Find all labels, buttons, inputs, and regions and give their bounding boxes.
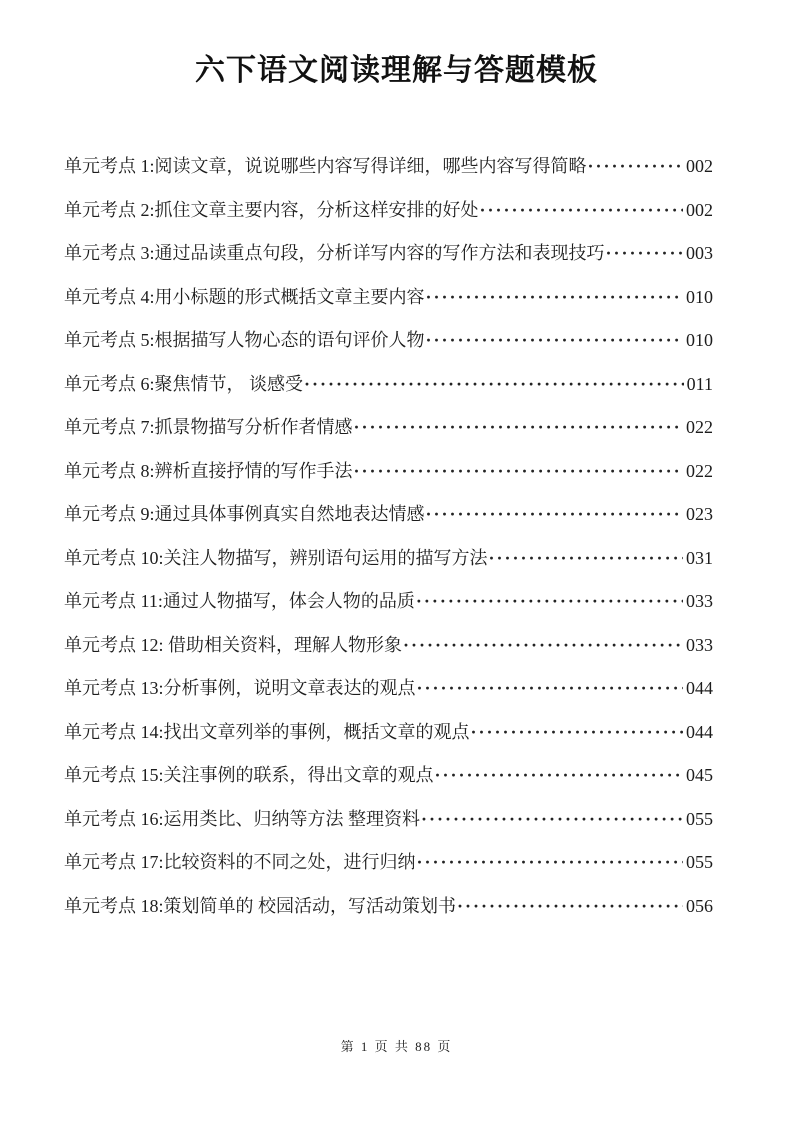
toc-leader-dots — [354, 418, 684, 437]
toc-entry — [64, 549, 713, 568]
toc-entry — [64, 810, 713, 829]
toc-leader-dots — [471, 723, 684, 742]
toc-page-number: 022 — [686, 460, 713, 481]
toc-entry — [64, 505, 713, 524]
toc-entry — [64, 897, 713, 916]
toc-leader-dots — [588, 157, 684, 176]
toc-page-number: 033 — [686, 591, 713, 611]
toc-entry-label: 单元考点 6:聚焦情节， 谈感受 — [64, 373, 303, 394]
toc-leader-dots — [489, 549, 684, 568]
toc-leader-dots — [606, 244, 684, 263]
toc-entry — [64, 766, 713, 785]
toc-page-number: 045 — [686, 765, 713, 785]
toc-leader-dots — [416, 592, 683, 611]
toc-entry-label: 单元考点 9:通过具体事例真实自然地表达情感 — [64, 504, 425, 524]
toc-page-number: 056 — [686, 895, 713, 916]
toc-leader-dots — [426, 505, 684, 524]
toc-leader-dots — [417, 679, 684, 698]
toc-entry-label: 单元考点 10:关注人物描写，辨别语句运用的描写方法 — [64, 547, 488, 568]
toc-entry — [64, 244, 713, 263]
toc-entry-label: 单元考点 15:关注事例的联系，得出文章的观点 — [64, 765, 434, 785]
toc-entry — [64, 331, 713, 350]
toc-page-number: 031 — [686, 547, 713, 568]
toc-entry-label: 单元考点 12: 借助相关资料，理解人物形象 — [64, 634, 402, 655]
toc-entry — [64, 679, 713, 698]
toc-page-number: 023 — [686, 504, 713, 524]
toc-entry-label: 单元考点 5:根据描写人物心态的语句评价人物 — [64, 330, 425, 350]
toc-page-number: 055 — [686, 808, 713, 829]
toc-entry-label: 单元考点 4:用小标题的形式概括文章主要内容 — [64, 286, 425, 307]
toc-entry-label: 单元考点 13:分析事例，说明文章表达的观点 — [64, 678, 416, 698]
toc-page-number: 044 — [686, 678, 713, 698]
toc-leader-dots — [354, 462, 684, 481]
toc-entry — [64, 288, 713, 307]
toc-page-number: 003 — [686, 243, 713, 263]
toc-page-number: 011 — [686, 373, 713, 394]
toc-entry-label: 单元考点 14:找出文章列举的事例，概括文章的观点 — [64, 721, 470, 742]
toc-entry — [64, 592, 713, 611]
toc-page-number: 055 — [686, 852, 713, 872]
page-title: 六下语文阅读理解与答题模板 — [195, 54, 598, 87]
toc-entry — [64, 418, 713, 437]
toc-entry-label: 单元考点 2:抓住文章主要内容，分析这样安排的好处 — [64, 199, 479, 220]
toc-leader-dots — [403, 636, 683, 655]
toc-entry-label: 单元考点 8:辨析直接抒情的写作手法 — [64, 460, 353, 481]
toc-entry-label: 单元考点 18:策划简单的 校园活动，写活动策划书 — [64, 895, 456, 916]
table-of-contents — [64, 157, 713, 940]
toc-entry-label: 单元考点 11:通过人物描写，体会人物的品质 — [64, 591, 415, 611]
toc-entry — [64, 723, 713, 742]
toc-page-number: 033 — [686, 634, 713, 655]
toc-page-number: 044 — [686, 721, 713, 742]
toc-leader-dots — [426, 331, 684, 350]
toc-page-number: 010 — [686, 330, 713, 350]
toc-entry — [64, 157, 713, 176]
toc-leader-dots — [421, 810, 683, 829]
toc-page-number: 022 — [686, 417, 713, 437]
toc-leader-dots — [435, 766, 684, 785]
toc-leader-dots — [417, 853, 684, 872]
toc-entry — [64, 201, 713, 220]
toc-entry-label: 单元考点 7:抓景物描写分析作者情感 — [64, 417, 353, 437]
toc-entry — [64, 636, 713, 655]
toc-entry — [64, 375, 713, 394]
toc-leader-dots — [480, 201, 684, 220]
toc-leader-dots — [426, 288, 684, 307]
toc-entry-label: 单元考点 1:阅读文章，说说哪些内容写得详细，哪些内容写得简略 — [64, 156, 587, 176]
toc-entry — [64, 462, 713, 481]
toc-entry — [64, 853, 713, 872]
page-footer: 第 1 页 共 88 页 — [340, 1039, 453, 1054]
toc-leader-dots — [304, 375, 684, 394]
toc-page-number: 010 — [686, 286, 713, 307]
toc-page-number: 002 — [686, 199, 713, 220]
toc-entry-label: 单元考点 17:比较资料的不同之处，进行归纳 — [64, 852, 416, 872]
toc-entry-label: 单元考点 3:通过品读重点句段，分析详写内容的写作方法和表现技巧 — [64, 243, 605, 263]
toc-leader-dots — [457, 897, 683, 916]
toc-entry-label: 单元考点 16:运用类比、归纳等方法 整理资料 — [64, 808, 420, 829]
toc-page-number: 002 — [686, 156, 713, 176]
